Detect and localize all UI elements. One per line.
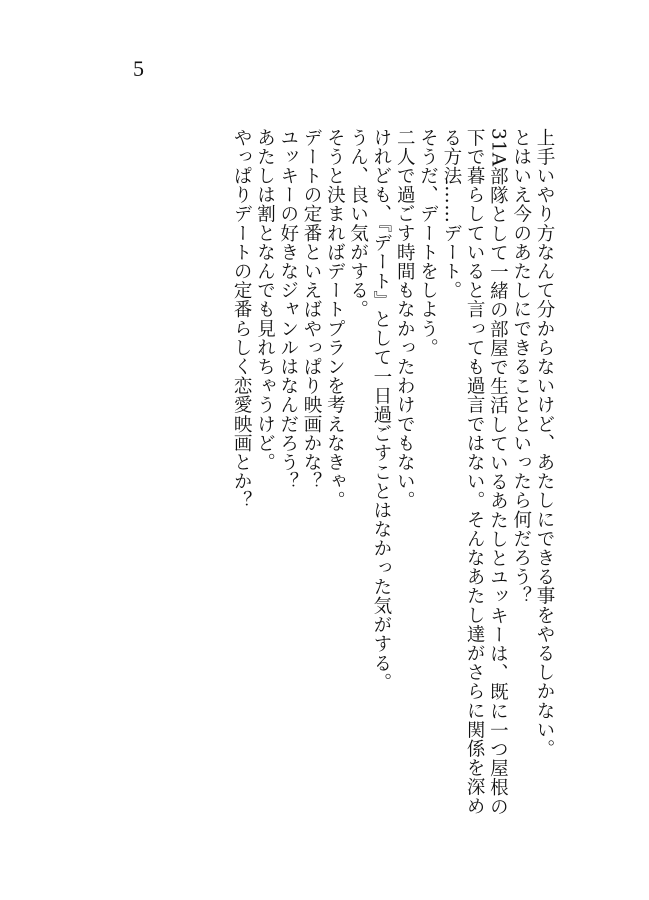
paragraph-8: そうと決まればデートプランを考えなきゃ。 — [324, 128, 346, 510]
paragraph-2: とはいえ今のあたしにできることといったら何だろう？ — [510, 128, 532, 606]
paragraph-12: やっぱりデートの定番らしく恋愛映画とか？ — [231, 128, 253, 510]
paragraph-5: 二人で過ごす時間もなかったわけでもない。 — [394, 128, 416, 510]
paragraph-7: うん、良い気がする。 — [347, 128, 369, 319]
paragraph-9: デートの定番といえばやっぱり映画かな？ — [301, 128, 323, 491]
paragraph-1: 上手いやり方なんて分からないけど、あたしにできる事をやるしかない。 — [534, 128, 555, 759]
paragraph-11: あたしは割となんでも見れちゃうけど。 — [254, 128, 276, 472]
page-number: 5 — [133, 56, 144, 81]
paragraph-3: 31A部隊として一緒の部屋で生活しているあたしとユッキーは、既に一つ屋根の下で暮らしていると言っても過言ではない。そんなあたし達がさらに関係を深める方法……デート。 — [440, 128, 509, 817]
vertical-text-body — [230, 128, 556, 828]
paragraph-4: そうだ、デートをしよう。 — [417, 128, 439, 358]
paragraph-6: けれども、『デート』として一日過ごすことはなかった気がする。 — [370, 128, 392, 692]
paragraph-10: ユッキーの好きなジャンルはなんだろう？ — [277, 128, 299, 491]
